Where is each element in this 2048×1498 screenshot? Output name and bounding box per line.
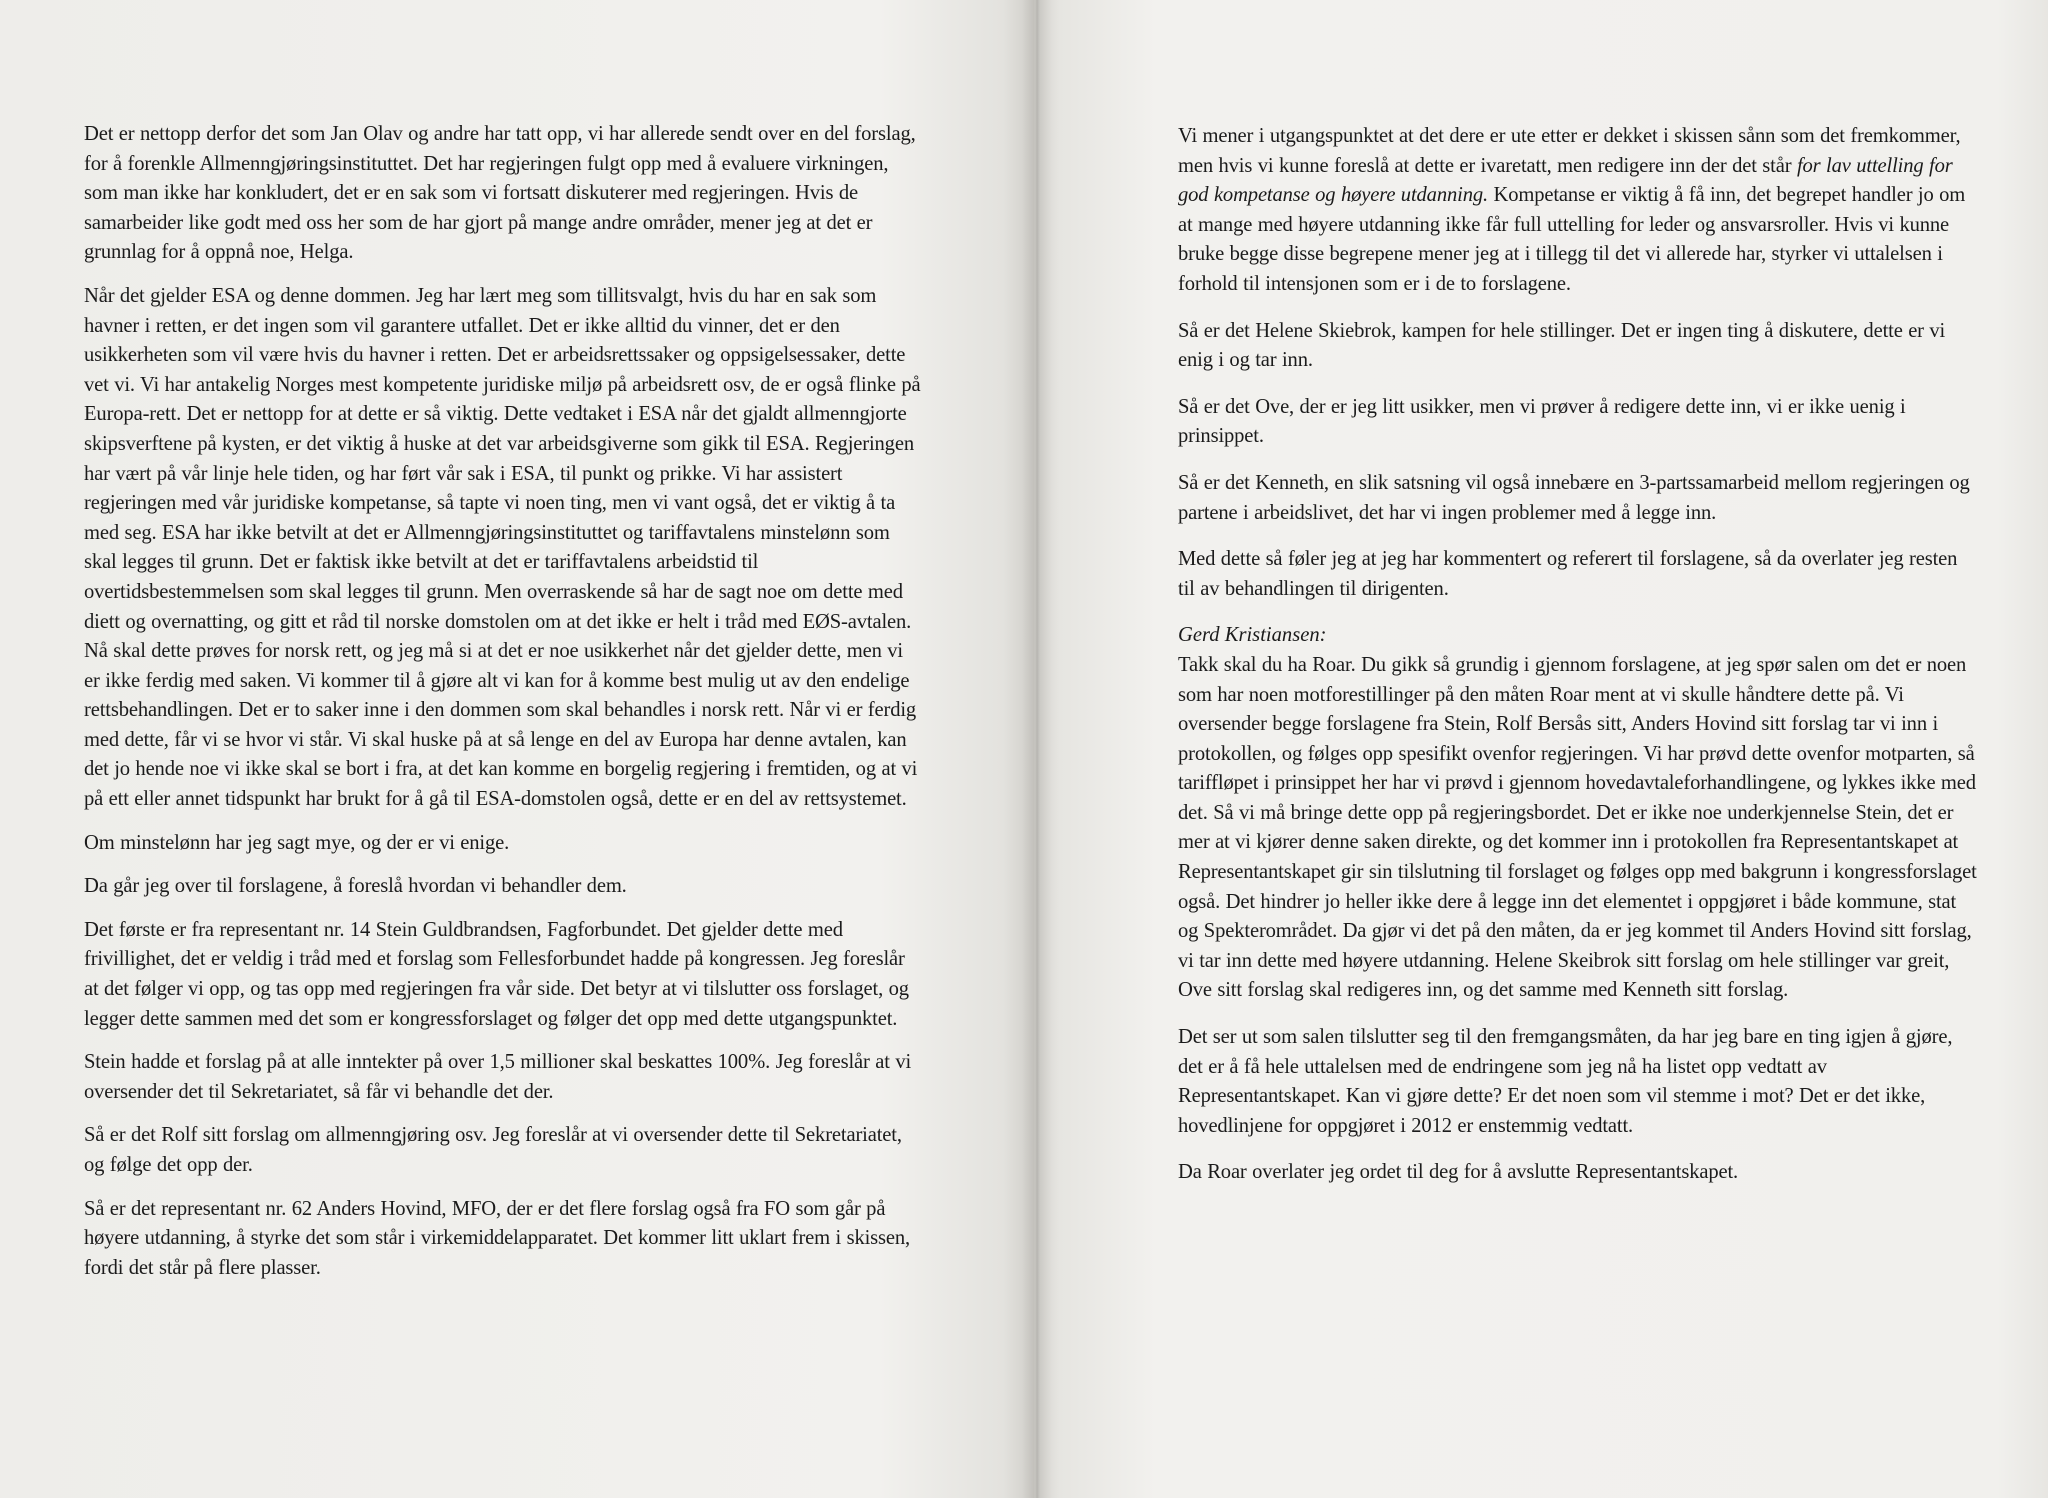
right-paragraph-5: Med dette så føler jeg at jeg har kommentert og referert til forslagene, så da overlater jeg resten til av behandlingen til dirigenten. [1178, 548, 1958, 600]
left-paragraph-7: Så er det Rolf sitt forslag om allmenngjøring osv. Jeg foreslår at vi oversender dette til Sekretariatet, og følge det opp der. [84, 1124, 902, 1176]
right-paragraph-4: Så er det Kenneth, en slik satsning vil også innebære en 3-partssamarbeid mellom regjeringen og partene i arbeidslivet, det har vi ingen problemer med å legge inn. [1178, 471, 1970, 524]
right-paragraph-6: Takk skal du ha Roar. Du gikk så grundig i gjennom forslagene, at jeg spør salen om det er noen som har noen motforestillinger på den måten Roar ment at vi skulle håndtere dette på. Vi oversender begge forslagene fra Stein, Rolf Bersås sitt, Anders Hovind sitt forslag tar vi inn i protokollen, og følges opp spesifikt ovenfor regjeringen. Vi har prøvd dette ovenfor motparten, så tariffløpet i prinsippet her har vi prøvd i gjennom hovedavtaleforhandlingene, og lykkes ikke med det. Så vi må bringe dette opp på regjeringsbordet. Det er ikke noe underkjennelse Stein, det er mer at vi kjører denne saken direkte, og det kommer inn i protokollen fra Representantskapet at Representantskapet gir sin tilslutning til forslaget og følges opp med bakgrunn i kongressforslaget også. Det hindrer jo heller ikke dere å legge inn det elementet i oppgjøret i både kommune, stat og Spekterområdet. Da gjør vi det på den måten, da er jeg kommet til Anders Hovind sitt forslag, vi tar inn dette med høyere utdanning. Helene Skeibrok sitt forslag om hele stillinger var greit, Ove sitt forslag skal redigeres inn, og det samme med Kenneth sitt forslag. [1178, 653, 1977, 1002]
right-paragraph-2: Så er det Helene Skiebrok, kampen for hele stillinger. Det er ingen ting å diskutere, dette er vi enig i og tar inn. [1178, 319, 1946, 372]
left-paragraph-3: Om minstelønn har jeg sagt mye, og der er vi enige. [84, 831, 510, 854]
left-paragraph-6: Stein hadde et forslag på at alle inntekter på over 1,5 millioner skal beskattes 100%. Jeg foreslår at vi oversender det til Sekretariatet, så får vi behandle det der. [84, 1051, 912, 1103]
left-paragraph-5: Det første er fra representant nr. 14 Stein Guldbrandsen, Fagforbundet. Det gjelder dette med frivillighet, det er veldig i tråd med et forslag som Fellesforbundet hadde på kongressen. Jeg foreslår at det følger vi opp, og tas opp med regjeringen fra vår side. Det betyr at vi tilslutter oss forslaget, og legger dette sammen med det som er kongressforslaget og følger det opp med dette utgangspunktet. [84, 918, 909, 1030]
right-paragraph-3: Så er det Ove, der er jeg litt usikker, men vi prøver å redigere dette inn, vi er ikke uenig i prinsippet. [1178, 395, 1906, 448]
left-paragraph-8: Så er det representant nr. 62 Anders Hovind, MFO, der er det flere forslag også fra FO som går på høyere utdanning, å styrke det som står i virkemiddelapparatet. Det kommer litt uklart frem i skissen, fordi det står på flere plasser. [84, 1197, 911, 1279]
speaker-name: Gerd Kristiansen: [1178, 624, 1327, 647]
right-page [1034, 0, 2048, 1498]
right-paragraph-1-italic-quote: for lav uttelling for god kompetanse og høyere utdanning. [1178, 154, 1953, 207]
left-paragraph-2: Når det gjelder ESA og denne dommen. Jeg har lært meg som tillitsvalgt, hvis du har en sak som havner i retten, er det ingen som vil garantere utfallet. Det er ikke alltid du vinner, det er den usikkerheten som vil være hvis du havner i retten. Det er arbeidsrettssaker og oppsigelsessaker, dette vet vi. Vi har antakelig Norges mest kompetente juridiske miljø på arbeidsrett osv, de er også flinke på Europa-rett. Det er nettopp for at dette er så viktig. Dette vedtaket i ESA når det gjaldt allmenngjorte skipsverftene på kysten, er det viktig å huske at det var arbeidsgiverne som gikk til ESA. Regjeringen har vært på vår linje hele tiden, og har ført vår sak i ESA, til punkt og prikke. Vi har assistert regjeringen med vår juridiske kompetanse, så tapte vi noen ting, men vi vant også, det er viktig å ta med seg. ESA har ikke betvilt at det er Allmenngjøringsinstituttet og tariffavtalens minstelønn som skal legges til grunn. Det er faktisk ikke betvilt at det er tariffavtalens arbeidstid til overtidsbestemmelsen som skal legges til grunn. Men overraskende så har de sagt noe om dette med diett og overnatting, og gitt et råd til norske domstolen om at det ikke er helt i tråd med EØS-avtalen. Nå skal dette prøves for norsk rett, og jeg må si at det er noe usikkerhet når det gjelder dette, men vi er ikke ferdig med saken. Vi kommer til å gjøre alt vi kan for å komme best mulig ut av den endelige rettsbehandlingen. Det er to saker inne i den dommen som skal behandles i norsk rett. Når vi er ferdig med dette, får vi se hvor vi står. Vi skal huske på at så lenge en del av Europa har denne avtalen, kan det jo hende noe vi ikke skal se bort i fra, at det kan komme en borgelig regjering i fremtiden, og at vi på ett eller annet tidspunkt har brukt for å gå til ESA-domstolen også, dette er en del av rettsystemet. [84, 284, 921, 811]
right-paragraph-1-text-b: Kompetanse er viktig å få inn, det begrepet handler jo om at mange med høyere utdanning ikke får full uttelling for leder og ansvarsroller. Hvis vi kunne bruke begge disse begrepene mener jeg at i tillegg til det vi allerede har, styrker vi uttalelsen i forhold til intensjonen som er i de to forslagene. [1178, 184, 1966, 295]
right-paragraph-1-text-a: Vi mener i utgangspunktet at det dere er ute etter er dekket i skissen sånn som det fremkommer, men hvis vi kunne foreslå at dette er ivaretatt, men redigere inn der det står [1178, 125, 1961, 177]
right-paragraph-8: Da Roar overlater jeg ordet til deg for å avslutte Representantskapet. [1178, 1161, 1739, 1184]
right-paragraph-7: Det ser ut som salen tilslutter seg til den fremgangsmåten, da har jeg bare en ting igjen å gjøre, det er å få hele uttalelsen med de endringene som jeg nå ha listet opp vedtatt av Representantskapet. Kan vi gjøre dette? Er det noen som vil stemme i mot? Det er det ikke, hovedlinjene for oppgjøret i 2012 er enstemmig vedtatt. [1178, 1026, 1953, 1137]
left-paragraph-1: Det er nettopp derfor det som Jan Olav og andre har tatt opp, vi har allerede sendt over en del forslag, for å forenkle Allmenngjøringsinstituttet. Det har regjeringen fulgt opp med å evaluere virkningen, som man ikke har konkludert, det er en sak som vi fortsatt diskuterer med regjeringen. Hvis de samarbeider like godt med oss her som de har gjort på mange andre områder, mener jeg at det er grunnlag for å oppnå noe, Helga. [84, 123, 916, 264]
right-paragraph-1 [1178, 122, 1978, 300]
left-paragraph-4: Da går jeg over til forslagene, å foreslå hvordan vi behandler dem. [84, 875, 627, 898]
